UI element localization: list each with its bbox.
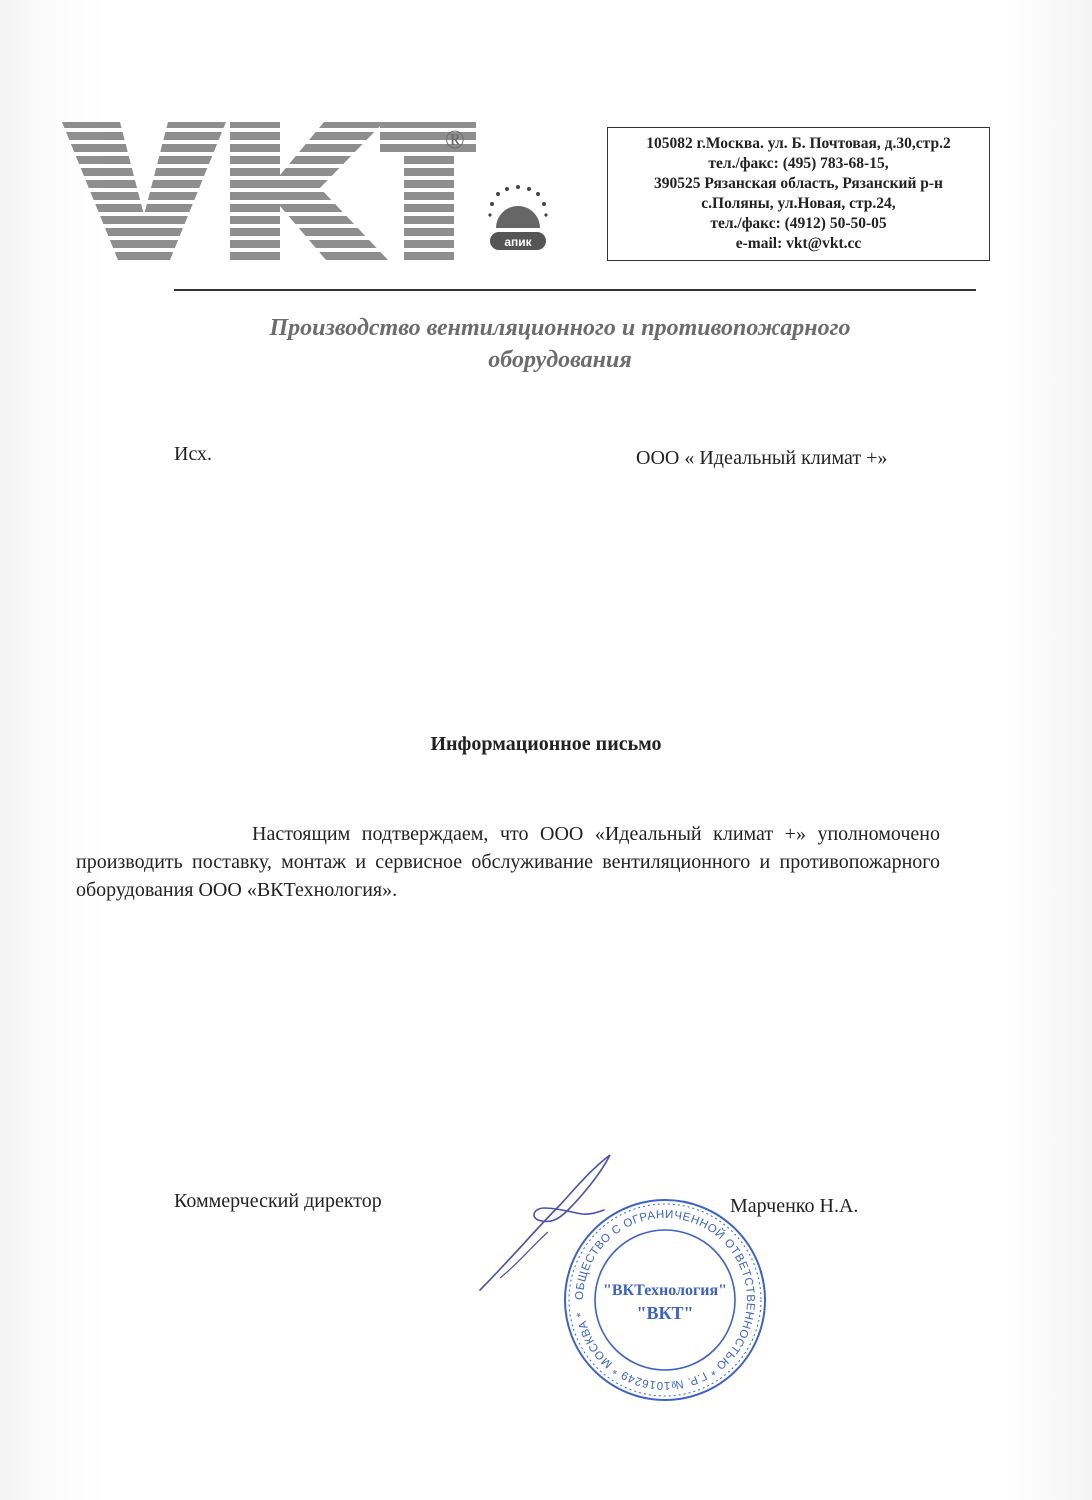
apik-logo [478,180,558,260]
tagline-line: оборудования [488,347,632,373]
address-line: тел./факс: (4912) 50-50-05 [710,215,887,232]
address-line: 390525 Рязанская область, Рязанский р-н [654,175,943,192]
outgoing-ref: Исх. [174,443,213,465]
address-line: тел./факс: (495) 783-68-15, [708,155,889,172]
company-tagline [180,312,940,376]
svg-text:ОБЩЕСТВО С ОГРАНИЧЕННОЙ ОТВЕТС [574,1209,756,1391]
document-title: Информационное письмо [430,733,662,755]
signer-position: Коммерческий директор [174,1190,382,1212]
address-line: 105082 г.Москва. ул. Б. Почтовая, д.30,стр.2 [646,135,951,152]
registered-mark: ® [445,125,465,154]
company-stamp [560,1195,770,1405]
vkt-logo [62,120,492,270]
letter-body-text: Настоящим подтверждаем, что ООО «Идеальный климат +» уполномочено производить поставку, монтаж и сервисное обслуживание вентиляционного и противопожарного оборудования ООО «ВКТехнология». [76,823,940,901]
stamp-center-line1: "ВКТехнология" [602,1282,728,1299]
stamp-center-line2: "ВКТ" [636,1303,694,1323]
address-line: с.Поляны, ул.Новая, стр.24, [701,195,896,212]
tagline-line: Производство вентиляционного и противопожарного [269,315,851,341]
signer-name: Марченко Н.А. [730,1195,859,1217]
stamp-ring-text: ОБЩЕСТВО С ОГРАНИЧЕННОЙ ОТВЕТСТВЕННОСТЬЮ * Г.Р. №1016249 * МОСКВА * [573,1208,757,1392]
addressee: ООО « Идеальный климат +» [636,447,888,469]
header-divider [174,289,976,291]
letter-body [76,820,940,904]
email-line: e-mail: vkt@vkt.cc [735,235,862,252]
address-box [607,127,990,261]
apik-text: апик [504,235,532,249]
